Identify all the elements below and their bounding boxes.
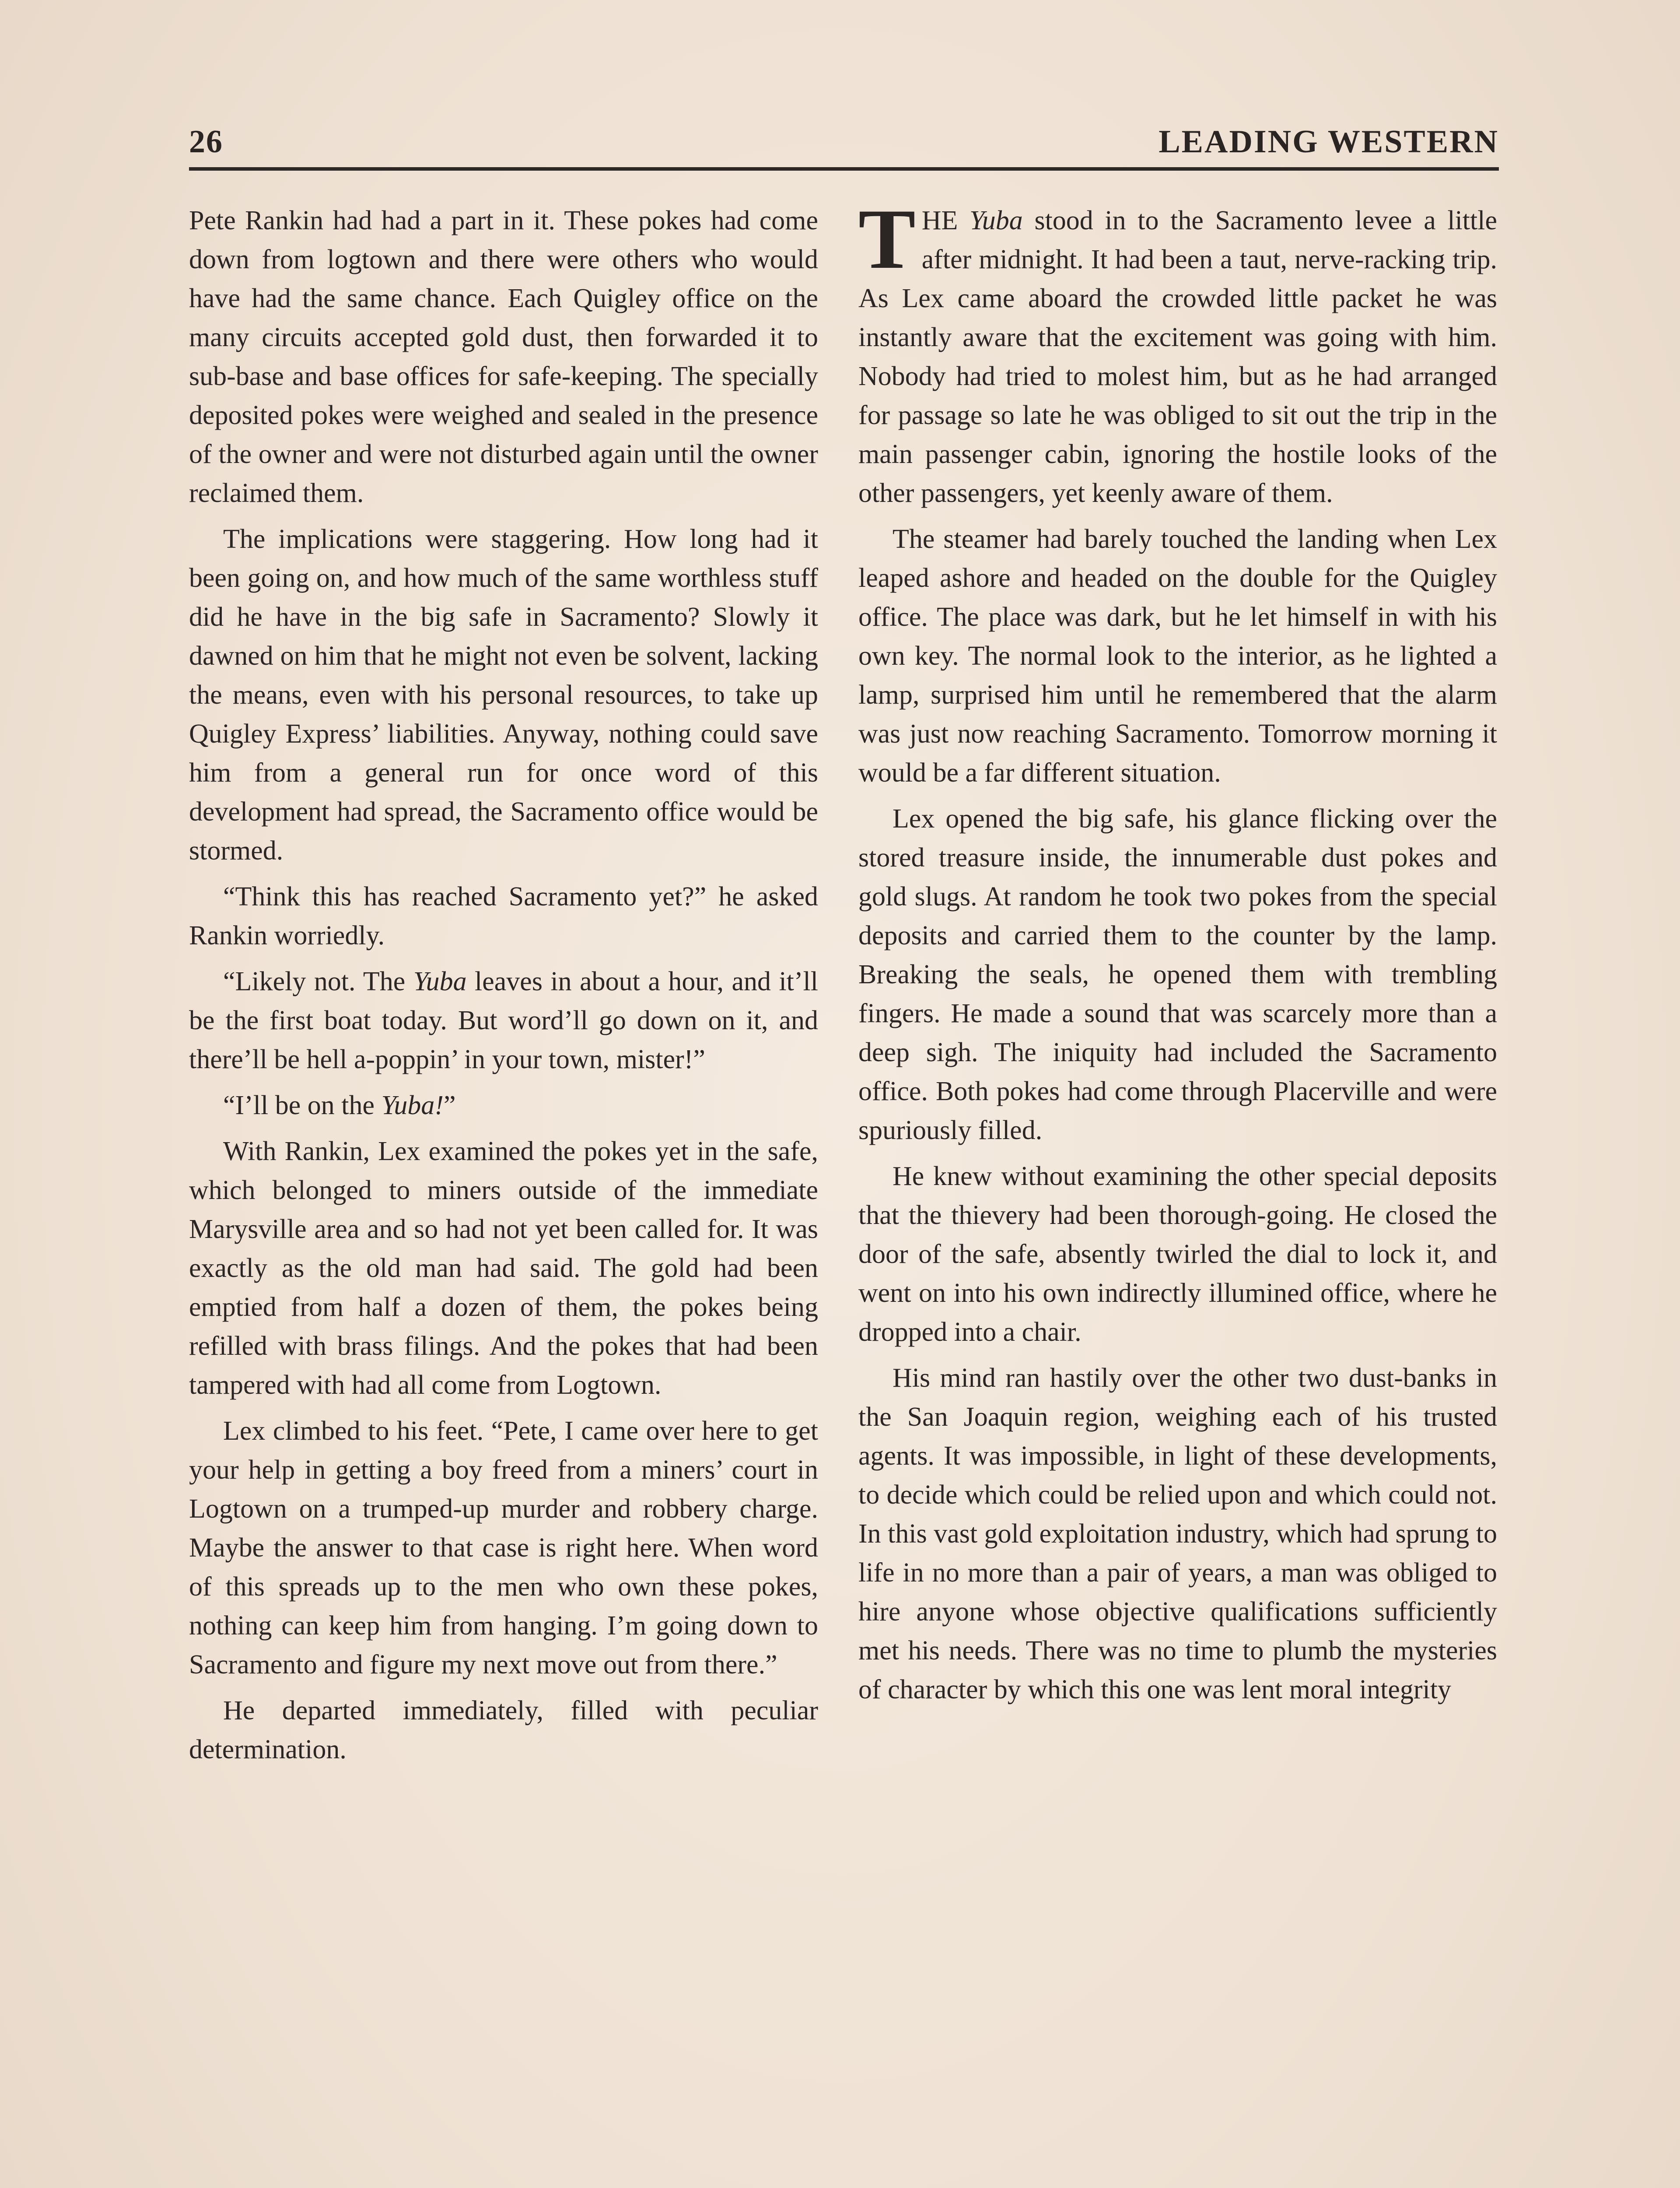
paragraph: He departed immediately, filled with peculiar determination. [189, 1696, 818, 1764]
paragraph: He knew without examining the other special deposits that the thievery had been thorough-going. He closed the door of the safe, absently twirled the dial to lock it, and went on into his own indirectly illumined office, where he dropped into a chair. [858, 1161, 1497, 1347]
paragraph: The steamer had barely touched the landing when Lex leaped ashore and headed on the double for the Quigley office. The place was dark, but he let himself in with his own key. The normal look to the interior, as he lighted a lamp, surprised him until he remembered that the alarm was just now reaching Sacramento. Tomorrow morning it would be a far different situation. [858, 524, 1497, 788]
italic-text: Yuba [413, 967, 467, 996]
text-run: ” [443, 1090, 456, 1120]
paragraph: His mind ran hastily over the other two dust-banks in the San Joaquin region, weighing each of his trusted agents. It was impossible, in light of these developments, to decide which could be relied upon and which could not. In this vast gold exploitation industry, which had sprung to life in no more than a pair of years, a man was obliged to hire anyone whose objective qualifications sufficiently met his needs. There was no time to plumb the mysteries of character by which this one was lent moral integrity [858, 1363, 1497, 1704]
paragraph [189, 962, 818, 1079]
italic-text: Yuba! [381, 1090, 444, 1120]
text-run: stood in to the Sacramento levee a little after midnight. It had been a taut, nerve-racking trip. As Lex came aboard the crowded little packet he was instantly aware that the excitement was going with him. Nobody had tried to molest him, but as he had arranged for passage so late he was obliged to sit out the trip in the main passenger cabin, ignoring the hostile looks of the other passengers, yet keenly aware of them. [858, 206, 1497, 508]
paragraph: Pete Rankin had had a part in it. These pokes had come down from logtown and there were others who would have had the same chance. Each Quigley office on the many circuits accepted gold dust, then forwarded it to sub-base and base offices for safe-keeping. The specially deposited pokes were weighed and sealed in the presence of the owner and were not disturbed again until the owner reclaimed them. [189, 206, 818, 508]
paragraph: “Think this has reached Sacramento yet?” he asked Rankin worriedly. [189, 882, 818, 950]
drop-cap: T [858, 192, 916, 287]
left-column [189, 201, 818, 1776]
right-column [858, 192, 1497, 1716]
paragraph: Lex climbed to his feet. “Pete, I came over here to get your help in getting a boy freed from a miners’ court in Logtown on a trumped-up murder and robbery charge. Maybe the answer to that case is right here. When word of this spreads up to the men who own these pokes, nothing can keep him from hanging. I’m going down to Sacramento and figure my next move out from there.” [189, 1416, 818, 1680]
text-run: HE [921, 206, 970, 235]
paragraph: With Rankin, Lex examined the pokes yet in the safe, which belonged to miners outside of the immediate Marysville area and so had not yet been called for. It was exactly as the old man had said. The gold had been emptied from half a dozen of them, the pokes being refilled with brass filings. And the pokes that had been tampered with had all come from Logtown. [189, 1136, 818, 1400]
text-run: “Likely not. The [223, 967, 413, 996]
page-number: 26 [189, 124, 223, 160]
text-run: “I’ll be on the [223, 1090, 382, 1120]
header-rule [189, 167, 1499, 171]
paragraph [858, 192, 1497, 513]
running-title: LEADING WESTERN [1158, 124, 1499, 160]
text-run: leaves in about a hour, and it’ll be the first boat today. But word’ll go down on it, and there’ll be hell a-poppin’ in your town, mister!” [189, 967, 818, 1074]
page-header [189, 119, 1499, 167]
italic-text: Yuba [970, 206, 1023, 235]
paragraph: Lex opened the big safe, his glance flicking over the stored treasure inside, the innumerable dust pokes and gold slugs. At random he took two pokes from the special deposits and carried them to the counter by the lamp. Breaking the seals, he opened them with trembling fingers. He made a sound that was scarcely more than a deep sigh. The iniquity had included the Sacramento office. Both pokes had come through Placerville and were spuriously filled. [858, 804, 1497, 1145]
paragraph: The implications were staggering. How long had it been going on, and how much of the same worthless stuff did he have in the big safe in Sacramento? Slowly it dawned on him that he might not even be solvent, lacking the means, even with his personal resources, to take up Quigley Express’ liabilities. Anyway, nothing could save him from a general run for once word of this development had spread, the Sacramento office would be stormed. [189, 524, 818, 866]
paragraph [189, 1086, 818, 1125]
